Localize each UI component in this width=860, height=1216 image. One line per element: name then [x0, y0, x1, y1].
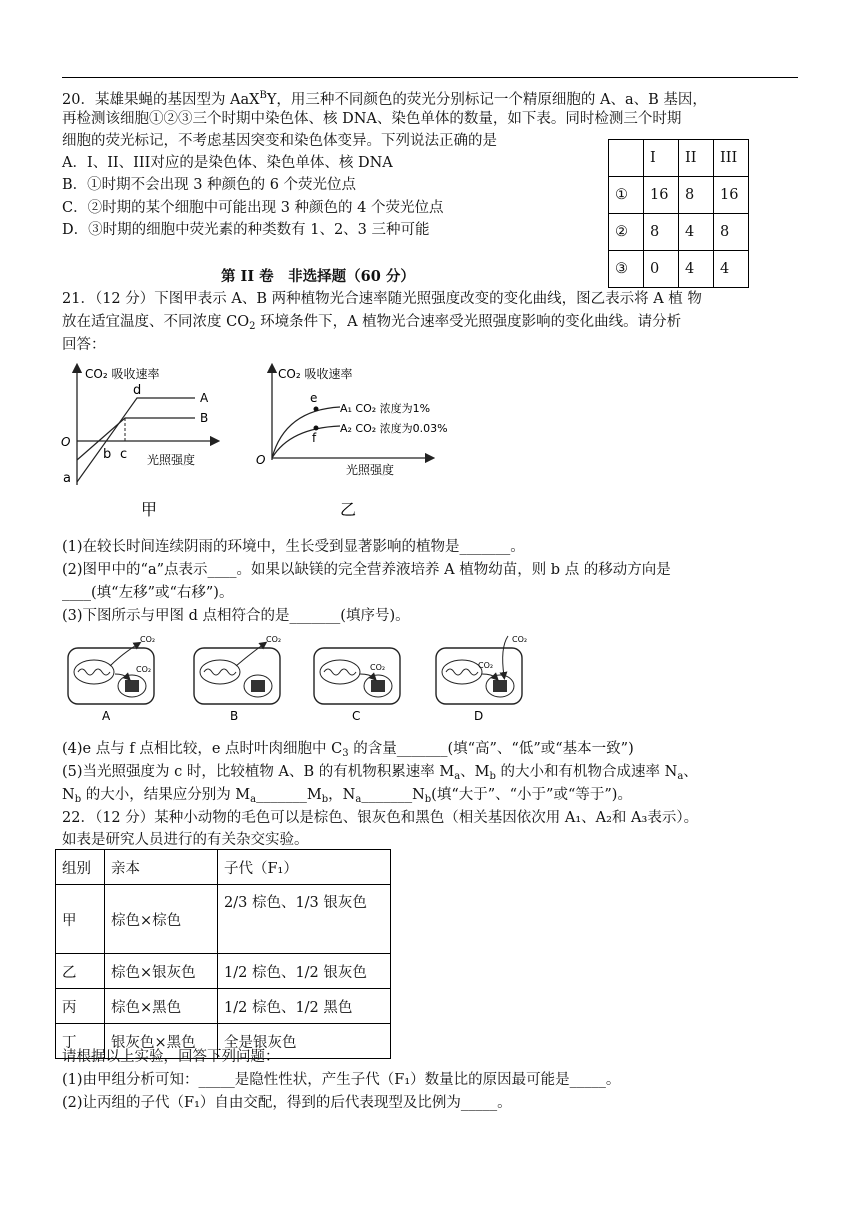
q22-sub1: (1)由甲组分析可知：_____是隐性性状，产生子代（F₁）数量比的原因最可能是_____。: [62, 1072, 621, 1088]
svg-text:CO₂: CO₂: [140, 635, 156, 644]
table-row: 丙 棕色×黑色 1/2 棕色、1/2 黑色: [56, 989, 391, 1024]
label-e: e: [310, 391, 318, 405]
q20-option-c: C．②时期的某个细胞中可能出现 3 种颜色的 4 个荧光位点: [62, 200, 444, 216]
label-c: c: [120, 447, 128, 462]
figure-jia: [55, 360, 235, 525]
q20-line1: 20．某雄果蝇的基因型为 AaX$^B$Y，用三种不同颜色的荧光分别标记一个精原细胞的 A、a、B 基因，: [62, 90, 707, 108]
table-row: 乙 棕色×银灰色 1/2 棕色、1/2 银灰色: [56, 954, 391, 989]
point-f: [314, 426, 319, 431]
q21-sub2-line2: ____(填“左移”或“右移”)。: [62, 585, 234, 601]
table-row: ③ 0 4 4: [609, 251, 749, 288]
cell-diagrams: [60, 628, 550, 728]
cell-label-d: D: [474, 709, 484, 723]
cell-label-a: A: [102, 709, 111, 723]
caption-jia: 甲: [141, 500, 158, 519]
figure-yi: [250, 360, 480, 525]
q20-line2: 再检测该细胞①②③三个时期中染色体、核 DNA、染色单体的数量，如下表。同时检测三个时期: [62, 111, 682, 127]
q21-intro-line2: 放在适宜温度、不同浓度 $CO_2$ 环境条件下，A 植物光合速率受光照强度影响的变化曲线。请分析: [62, 314, 682, 332]
cell-label-b: B: [230, 709, 239, 723]
origin-label: O: [61, 435, 71, 449]
table-row: ① 16 8 16: [609, 177, 749, 214]
caption-yi: 乙: [340, 500, 357, 519]
y-axis-label: CO₂ 吸收速率: [278, 367, 353, 381]
q21-sub2-line1: (2)图甲中的“a”点表示____。如果以缺镁的完全营养液培养 A 植物幼苗，则 b 点 的移动方向是: [62, 562, 671, 578]
cell-label-c: C: [352, 709, 361, 723]
q21-sub3: (3)下图所示与甲图 d 点相符合的是_______(填序号)。: [62, 608, 410, 624]
section-title: 第 II 卷 非选择题（60 分）: [221, 268, 415, 285]
q22-table: [55, 849, 391, 1059]
table-row: 甲 棕色×棕色 2/3 棕色、1/3 银灰色: [56, 885, 391, 954]
point-e: [314, 407, 319, 412]
q20-table: [608, 139, 749, 288]
origin-label: O: [256, 453, 266, 467]
curve-a2: [272, 426, 340, 458]
svg-text:CO₂: CO₂: [266, 635, 282, 644]
cell-a: [68, 635, 155, 723]
svg-text:CO₂: CO₂: [370, 663, 386, 672]
q21-intro-line1: 21．（12 分）下图甲表示 A、B 两种植物光合速率随光照强度改变的变化曲线，图乙表示将 A 植 物: [62, 291, 702, 307]
svg-text:CO₂: CO₂: [478, 661, 494, 670]
label-d: d: [133, 383, 142, 398]
q20-line3: 细胞的荧光标记，不考虑基因突变和染色体变异。下列说法正确的是: [62, 133, 497, 149]
cell-d: [436, 635, 527, 723]
curve-a1: [272, 407, 340, 458]
q22-intro-line2: 如表是研究人员进行的有关杂交实验。: [62, 832, 309, 848]
q21-intro-line3: 回答：: [62, 337, 106, 353]
label-a1: A₁ CO₂ 浓度为1%: [340, 402, 431, 415]
cell-c: [314, 648, 400, 723]
svg-text:CO₂: CO₂: [136, 665, 152, 674]
q21-sub5-line2: $N_b$ 的大小，结果应分别为 $M_a\_\_\_\_\_\_\_M_b$，$N_a\_\_\_\_\_\_\_N_b$(填“大于”、“小于”或“等于”)。: [62, 787, 632, 805]
label-b-point: b: [103, 447, 112, 462]
svg-text:CO₂: CO₂: [512, 635, 528, 644]
label-b-curve: B: [200, 411, 209, 425]
label-a2: A₂ CO₂ 浓度为0.03%: [340, 422, 448, 435]
label-a-curve: A: [200, 391, 209, 405]
table-row: ② 8 4 8: [609, 214, 749, 251]
x-axis-label: 光照强度: [346, 463, 395, 477]
top-rule: [62, 77, 798, 78]
x-axis-label: 光照强度: [147, 453, 196, 467]
cell-b: [194, 635, 281, 723]
table-row: 组别 亲本 子代（F₁）: [56, 850, 391, 885]
q21-sub5-line1: (5)当光照强度为 c 时，比较植物 A、B 的有机物积累速率 $M_a$、$M_b$ 的大小和有机物合成速率 $N_a$、: [62, 764, 698, 782]
table-row: 丁 银灰色×黑色 全是银灰色: [56, 1024, 391, 1059]
label-a-point: a: [63, 471, 71, 486]
q20-option-a: A．I、II、III对应的是染色体、染色单体、核 DNA: [62, 155, 393, 171]
q22-after-table: 请根据以上实验，回答下列问题：: [62, 1049, 280, 1065]
q20-option-d: D．③时期的细胞中荧光素的种类数有 1、2、3 三种可能: [62, 222, 430, 238]
table-row: I II III: [609, 140, 749, 177]
curve-a: [77, 398, 195, 482]
y-axis-label: CO₂ 吸收速率: [85, 367, 160, 381]
q22-sub2: (2)让丙组的子代（F₁）自由交配，得到的后代表现型及比例为_____。: [62, 1095, 512, 1111]
label-f: f: [312, 431, 317, 445]
q20-option-b: B．①时期不会出现 3 种颜色的 6 个荧光位点: [62, 177, 357, 193]
q21-sub1: (1)在较长时间连续阴雨的环境中，生长受到显著影响的植物是_______。: [62, 539, 525, 555]
q21-sub4: (4)e 点与 f 点相比较，e 点时叶肉细胞中 $C_3$ 的含量_______(填“高”、“低”或“基本一致”): [62, 741, 634, 759]
q22-intro-line1: 22．（12 分）某种小动物的毛色可以是棕色、银灰色和黑色（相关基因依次用 A₁、A₂和 A₃表示）。: [62, 810, 699, 826]
